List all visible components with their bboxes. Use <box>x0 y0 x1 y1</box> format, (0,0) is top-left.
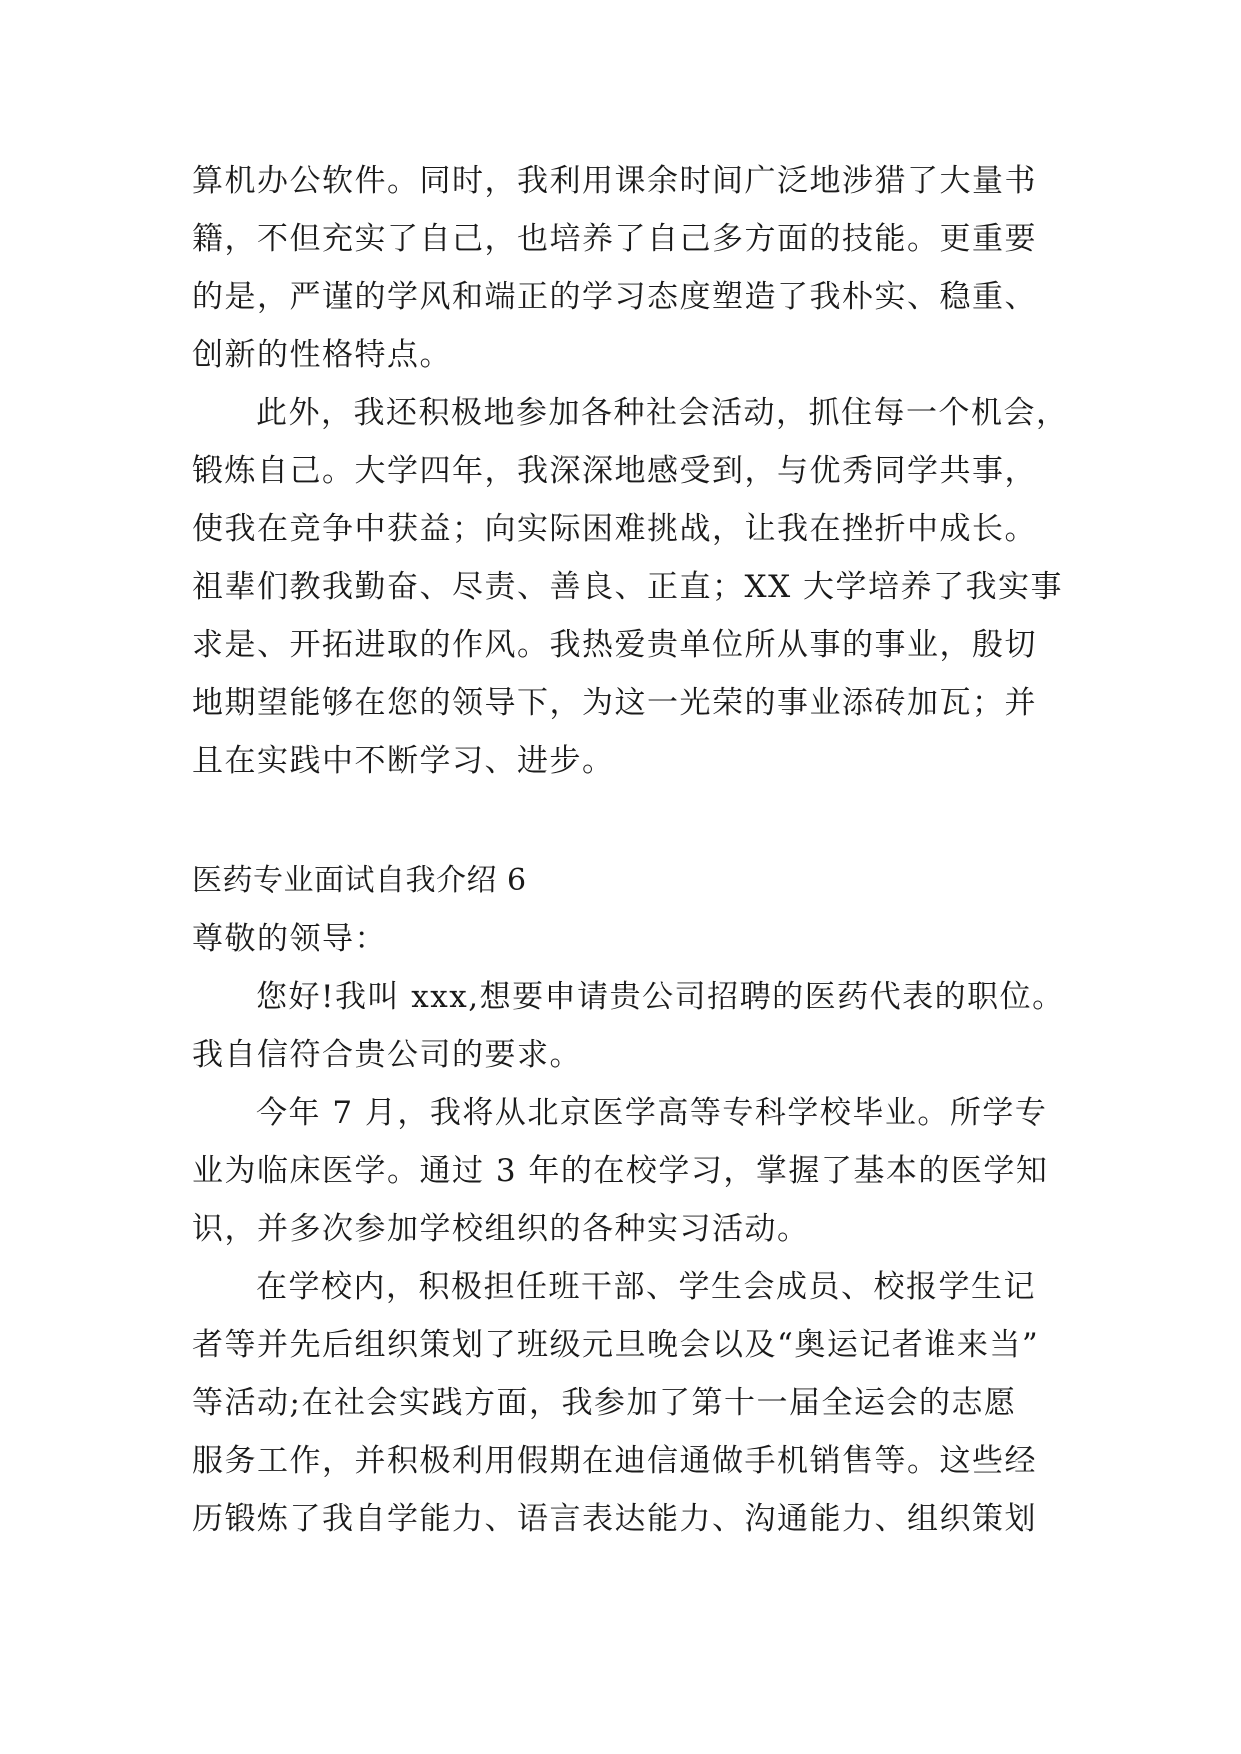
text-line: 算机办公软件。同时，我利用课余时间广泛地涉猎了大量书 <box>192 163 1037 199</box>
text-line: 识，并多次参加学校组织的各种实习活动。 <box>192 1211 810 1247</box>
text-line: 使我在竞争中获益；向实际困难挑战，让我在挫折中成长。 <box>192 511 1037 547</box>
text-line: 的是，严谨的学风和端正的学习态度塑造了我朴实、稳重、 <box>192 279 1037 315</box>
text-line: 求是、开拓进取的作风。我热爱贵单位所从事的事业，殷切 <box>192 627 1037 663</box>
text-line: 等活动;在社会实践方面，我参加了第十一届全运会的志愿 <box>192 1385 1017 1421</box>
paragraph <box>192 1084 1072 1258</box>
section-spacer <box>192 790 1072 852</box>
text-line: 在学校内，积极担任班干部、学生会成员、校报学生记 <box>256 1269 1036 1305</box>
text-line: 您好!我叫 xxx,想要申请贵公司招聘的医药代表的职位。 <box>256 979 1065 1015</box>
paragraph <box>192 968 1072 1084</box>
text-line: 地期望能够在您的领导下，为这一光荣的事业添砖加瓦；并 <box>192 685 1037 721</box>
text-line: 者等并先后组织策划了班级元旦晚会以及“奥运记者谁来当” <box>192 1327 1040 1363</box>
text-line: 服务工作，并积极利用假期在迪信通做手机销售等。这些经 <box>192 1443 1037 1479</box>
section-title: 医药专业面试自我介绍 6 <box>192 863 527 898</box>
text-line: 籍，不但充实了自己，也培养了自己多方面的技能。更重要 <box>192 221 1037 257</box>
text-line: 创新的性格特点。 <box>192 337 452 373</box>
salutation: 尊敬的领导： <box>192 921 387 957</box>
text-line: 业为临床医学。通过 3 年的在校学习，掌握了基本的医学知 <box>192 1153 1049 1189</box>
document-body <box>192 152 1072 1548</box>
text-line: 历锻炼了我自学能力、语言表达能力、沟通能力、组织策划 <box>192 1501 1037 1537</box>
text-line: 此外，我还积极地参加各种社会活动，抓住每一个机会， <box>256 395 1069 431</box>
paragraph <box>192 152 1072 384</box>
text-line: 且在实践中不断学习、进步。 <box>192 743 615 779</box>
paragraph <box>192 384 1072 790</box>
paragraph <box>192 1258 1072 1548</box>
text-line: 我自信符合贵公司的要求。 <box>192 1037 582 1073</box>
text-line: 今年 7 月，我将从北京医学高等专科学校毕业。所学专 <box>256 1095 1048 1131</box>
text-line: 祖辈们教我勤奋、尽责、善良、正直；XX 大学培养了我实事 <box>192 569 1063 605</box>
text-line: 锻炼自己。大学四年，我深深地感受到，与优秀同学共事， <box>192 453 1037 489</box>
